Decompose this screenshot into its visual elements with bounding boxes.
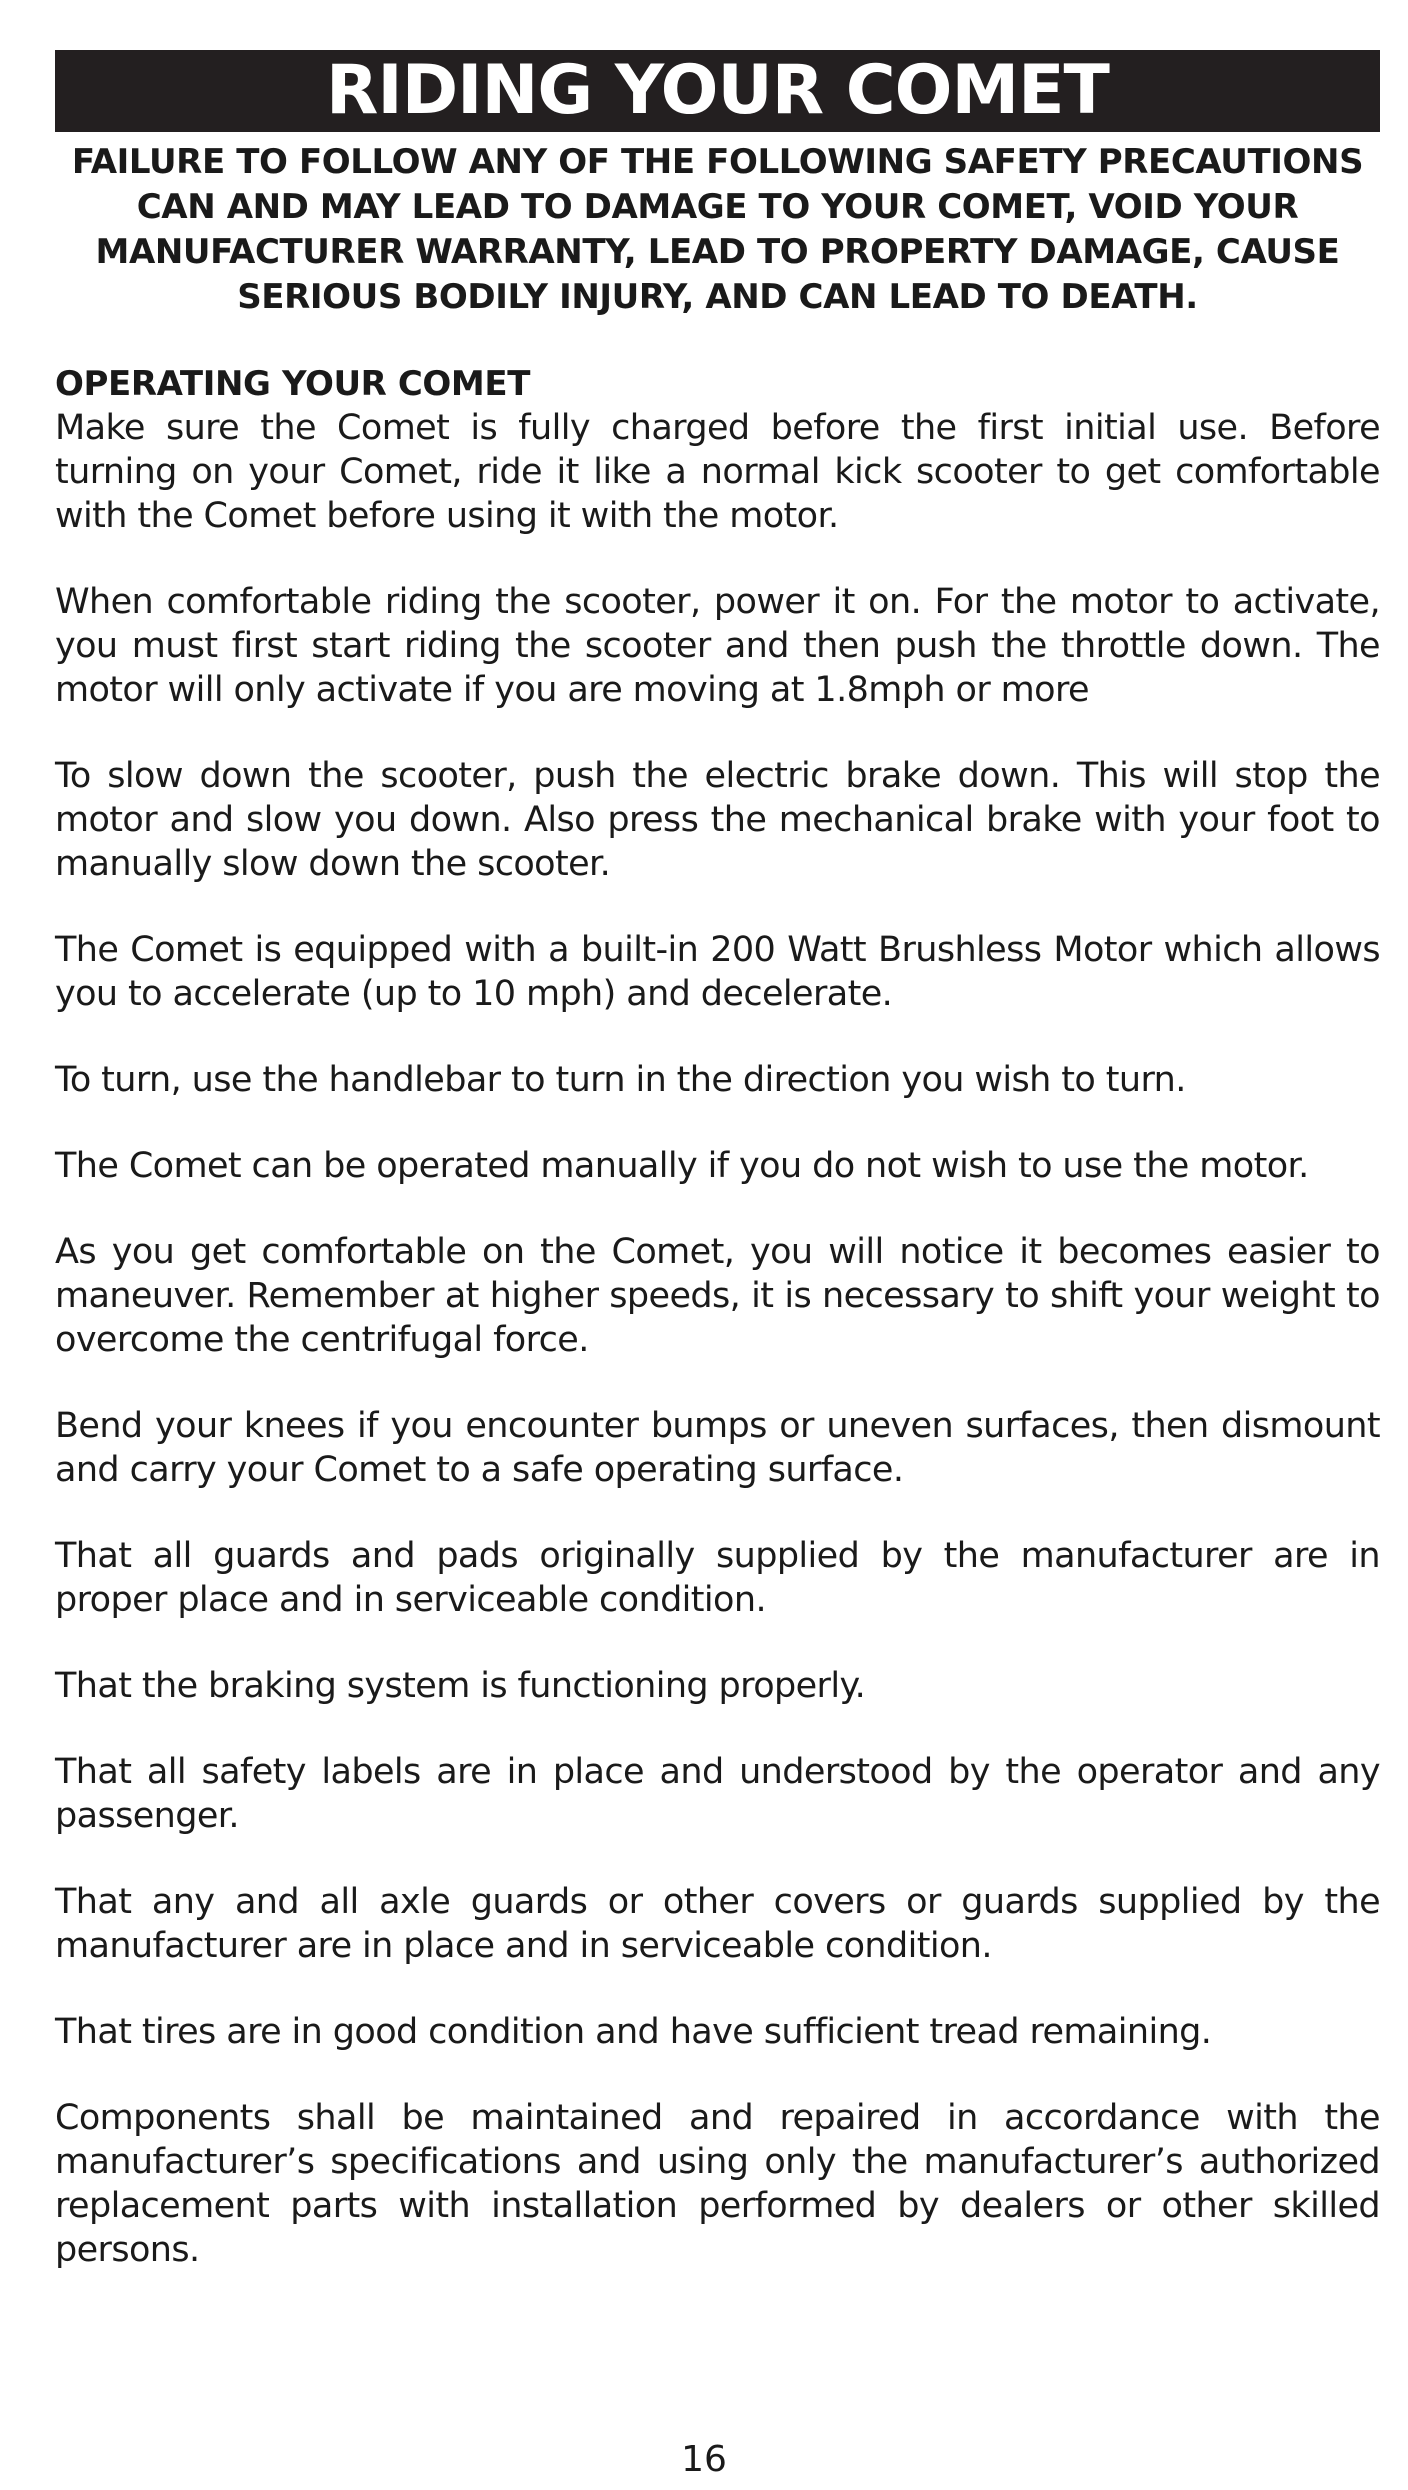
safety-warning: FAILURE TO FOLLOW ANY OF THE FOLLOWING SAFETY PRECAUTIONS CAN AND MAY LEAD TO DAMAGE TO YOUR COMET, VOID YOUR MANUFACTURER WARRANTY, LEAD TO PROPERTY DAMAGE, CAUSE SERIOUS BODILY INJURY, AND CAN LEAD TO DEATH. [71, 142, 1364, 317]
paragraph: That tires are in good condition and have sufficient tread remaining. [55, 2012, 1212, 2052]
page-number: 16 [681, 2439, 727, 2480]
paragraph: As you get comfortable on the Comet, you will notice it becomes easier to maneuver. Remember at higher speeds, it is necessary to shift your weight to overcome the centrifugal force. [55, 1232, 1380, 1360]
paragraph: Make sure the Comet is fully charged before the first initial use. Before turning on your Comet, ride it like a normal kick scooter to get comfortable with the Comet before using it with the motor. [55, 408, 1380, 536]
paragraph: To slow down the scooter, push the electric brake down. This will stop the motor and slow you down. Also press the mechanical brake with your foot to manually slow down the scooter. [55, 756, 1380, 884]
paragraph: Components shall be maintained and repaired in accordance with the manufacturer’s specifications and using only the manufacturer’s authorized replacement parts with installation performed by dealers or other skilled persons. [55, 2098, 1380, 2270]
title-banner [55, 50, 1380, 132]
paragraph: That the braking system is functioning properly. [55, 1666, 866, 1706]
paragraph: That all safety labels are in place and understood by the operator and any passenger. [55, 1752, 1380, 1836]
paragraph: The Comet is equipped with a built-in 200 Watt Brushless Motor which allows you to accelerate (up to 10 mph) and decelerate. [55, 930, 1380, 1014]
paragraph: When comfortable riding the scooter, power it on. For the motor to activate, you must first start riding the scooter and then push the throttle down. The motor will only activate if you are moving at 1.8mph or more [55, 582, 1380, 710]
instructions-body [55, 406, 1380, 2272]
paragraph: That any and all axle guards or other covers or guards supplied by the manufacturer are in place and in serviceable condition. [55, 1882, 1380, 1966]
paragraph: Bend your knees if you encounter bumps or uneven surfaces, then dismount and carry your Comet to a safe operating surface. [55, 1406, 1380, 1490]
section-heading: OPERATING YOUR COMET [55, 364, 530, 404]
manual-page [55, 50, 1380, 2314]
paragraph: To turn, use the handlebar to turn in the direction you wish to turn. [55, 1060, 1186, 1100]
paragraph: That all guards and pads originally supplied by the manufacturer are in proper place and in serviceable condition. [55, 1536, 1380, 1620]
paragraph: The Comet can be operated manually if you do not wish to use the motor. [55, 1146, 1309, 1186]
page-title: RIDING YOUR COMET [326, 51, 1109, 130]
